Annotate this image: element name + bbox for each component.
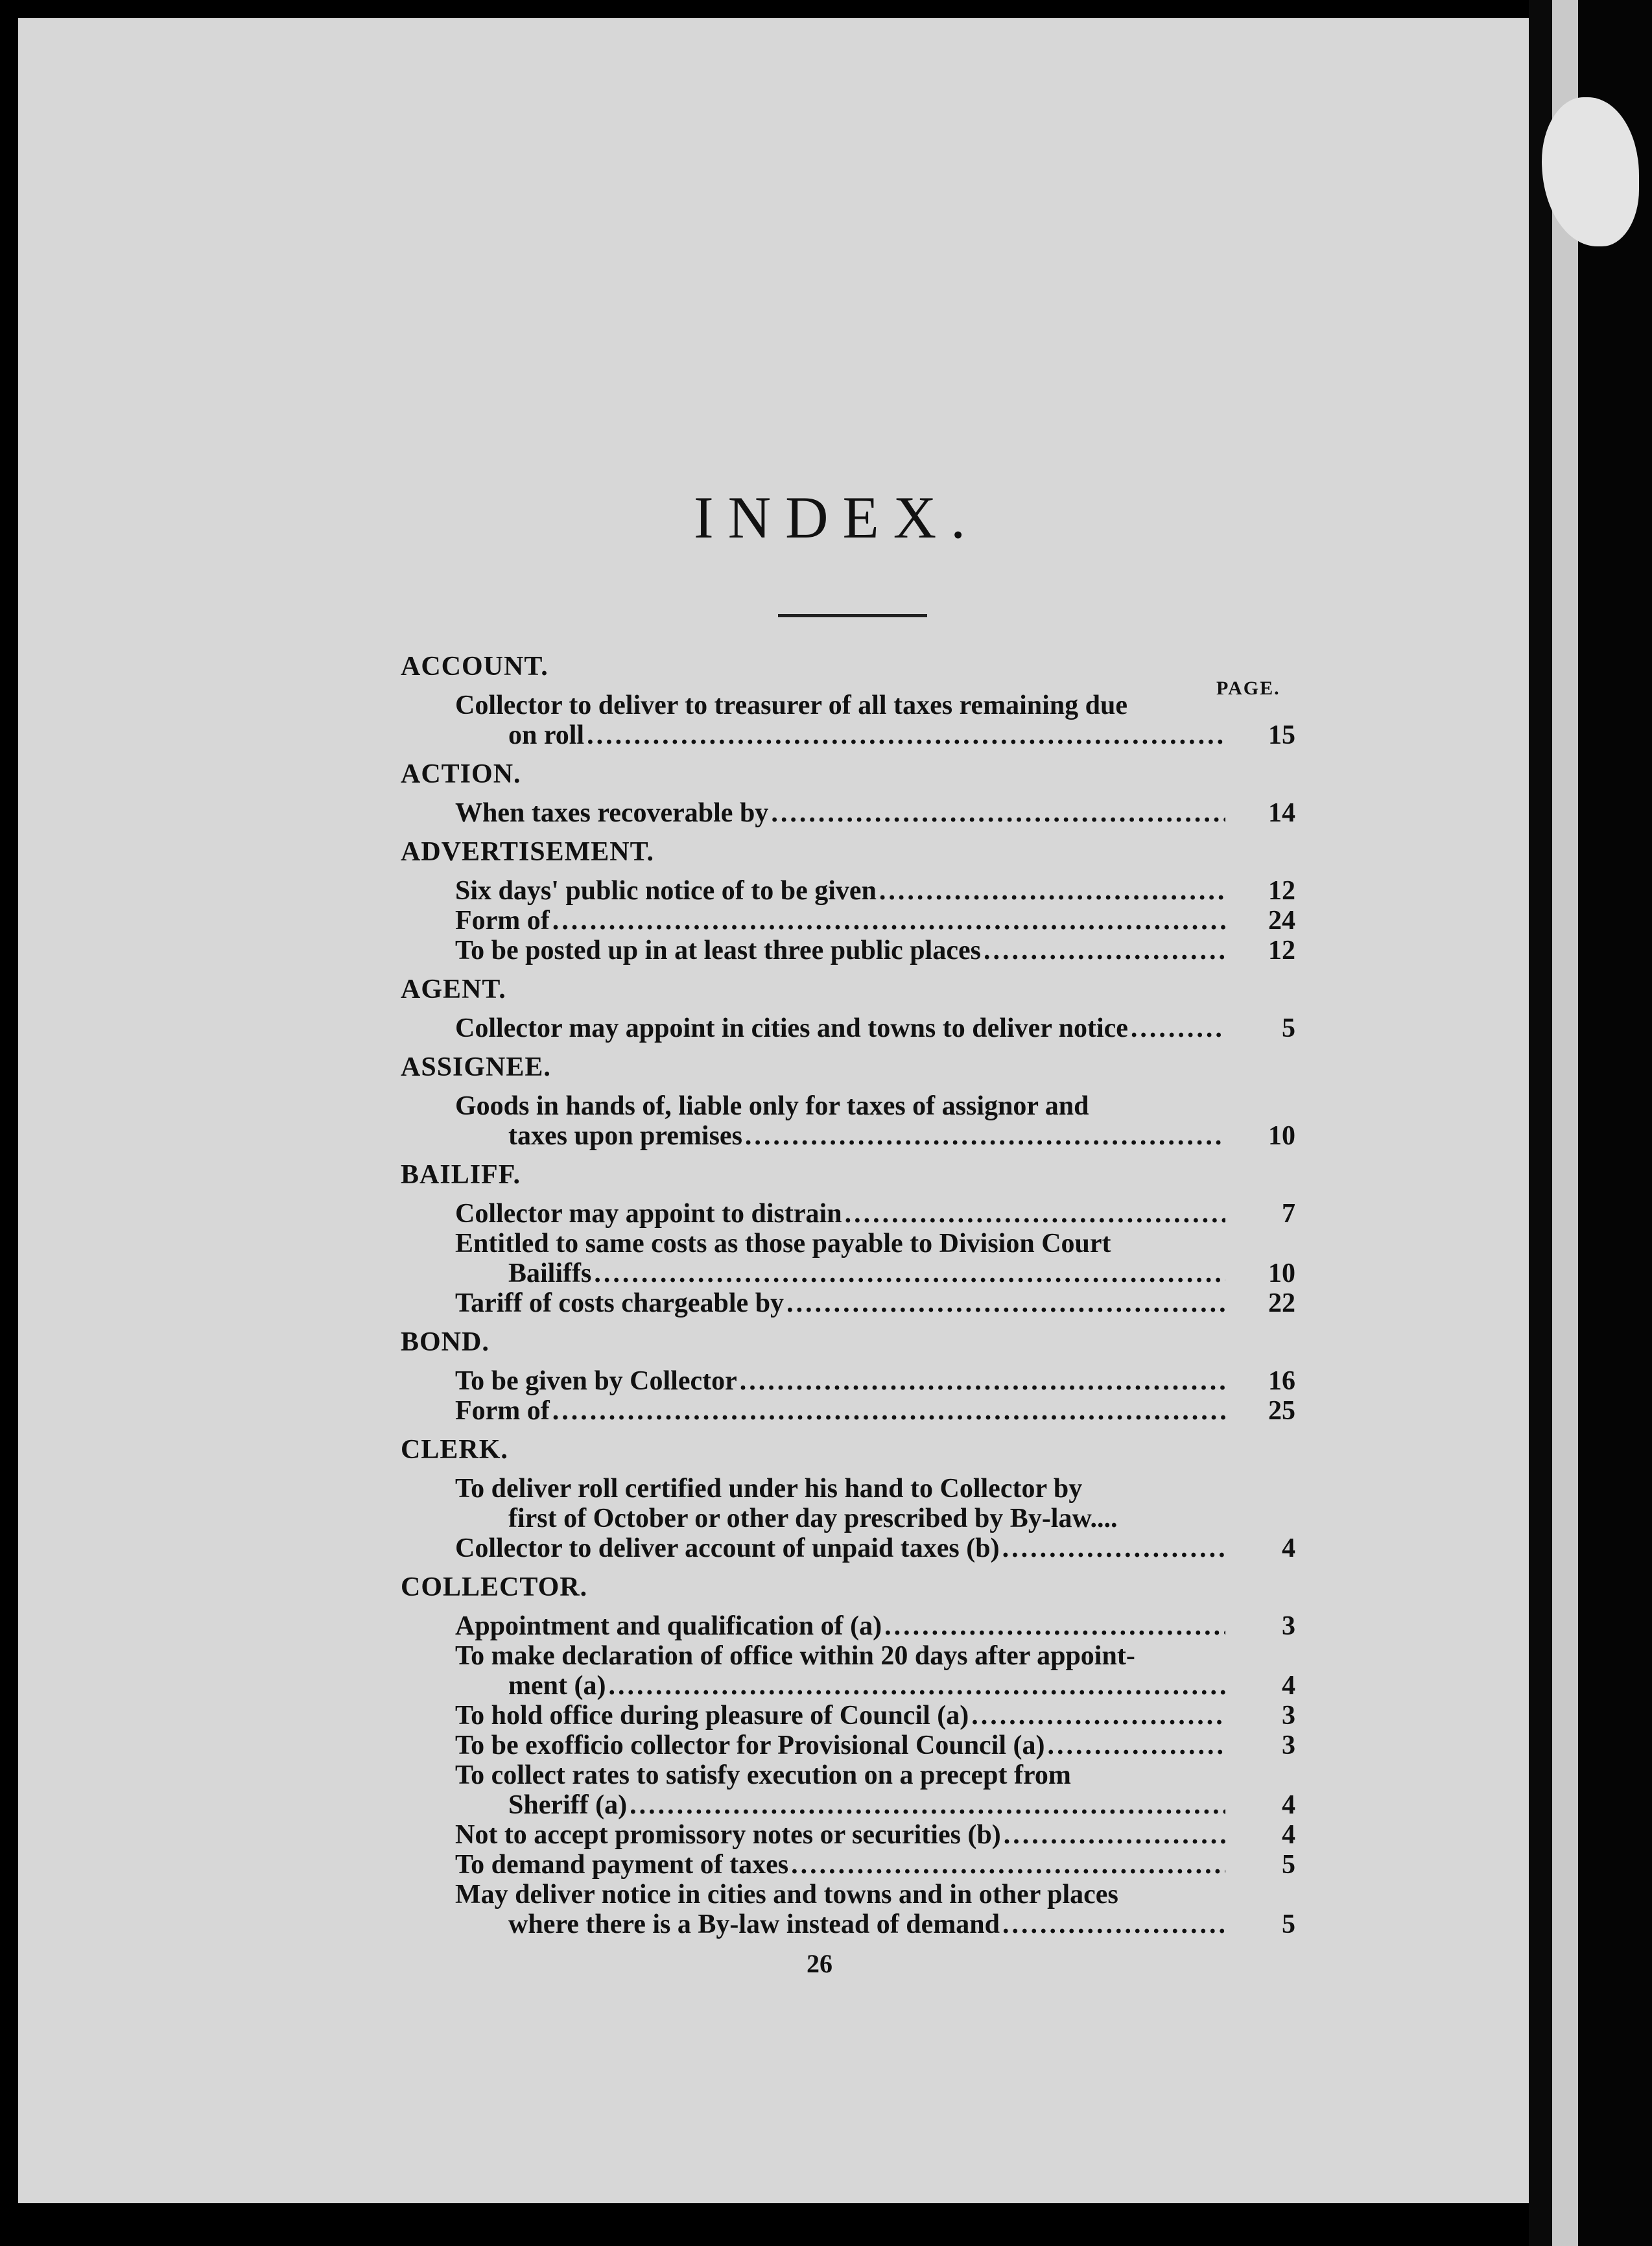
leader-dots (884, 1611, 1225, 1641)
index-entry-page: 24 (1268, 906, 1295, 936)
scan-border (1578, 0, 1652, 2246)
index-entry-text: To make declaration of office within 20 days after appoint- (455, 1641, 1135, 1671)
index-entry-text: To be exofficio collector for Provisional Council (a) (455, 1731, 1045, 1760)
index-entry-page: 5 (1282, 1909, 1295, 1939)
index-entry (455, 1288, 1295, 1318)
index-entry (455, 1366, 1295, 1396)
index-list (389, 652, 1297, 1948)
leader-dots (630, 1790, 1225, 1820)
index-entry-text: Appointment and qualification of (a) (455, 1611, 882, 1641)
index-heading: AGENT. (401, 975, 506, 1004)
index-entry-page: 10 (1268, 1259, 1295, 1288)
index-entry (455, 798, 1295, 828)
index-entry-text: Collector to deliver to treasurer of all taxes remaining due (455, 691, 1127, 720)
index-entry-text: Goods in hands of, liable only for taxes of assignor and (455, 1091, 1089, 1121)
leader-dots (1048, 1731, 1225, 1760)
index-heading: BAILIFF. (401, 1160, 521, 1190)
index-entry (455, 876, 1295, 906)
index-entry-page: 5 (1282, 1013, 1295, 1043)
index-entry-text: on roll (508, 720, 585, 750)
leader-dots (1002, 1533, 1225, 1563)
page-gutter-shadow (1529, 0, 1552, 2246)
index-entry (455, 936, 1295, 965)
index-entry-text: Collector may appoint to distrain (455, 1199, 842, 1229)
index-heading: CLERK. (401, 1435, 508, 1465)
index-entry-text: ment (a) (508, 1671, 606, 1701)
index-entry (455, 1611, 1295, 1641)
index-entry (455, 1533, 1295, 1563)
leader-dots (608, 1671, 1225, 1701)
index-entry-text: where there is a By-law instead of demand (508, 1909, 1000, 1939)
leader-dots (786, 1288, 1225, 1318)
index-entry (455, 1229, 1295, 1288)
index-entry-page: 7 (1282, 1199, 1295, 1229)
index-entry-page: 3 (1282, 1611, 1295, 1641)
index-heading: COLLECTOR. (401, 1572, 588, 1602)
index-entry-text: When taxes recoverable by (455, 798, 769, 828)
index-heading: ADVERTISEMENT. (401, 837, 654, 867)
index-entry (455, 1396, 1295, 1426)
index-entry-text: To be given by Collector (455, 1366, 737, 1396)
index-entry-text: taxes upon premises (508, 1121, 742, 1151)
page-title: INDEX. (694, 484, 980, 550)
index-entry (455, 1820, 1295, 1850)
leader-dots (771, 798, 1225, 828)
index-entry (455, 906, 1295, 936)
index-entry (455, 1199, 1295, 1229)
index-entry-page: 10 (1268, 1121, 1295, 1151)
leader-dots (745, 1121, 1225, 1151)
leader-dots (1004, 1820, 1225, 1850)
index-entry-text: To demand payment of taxes (455, 1850, 789, 1880)
index-entry-page: 25 (1268, 1396, 1295, 1426)
page-number: 26 (807, 1949, 832, 1978)
index-entry (455, 1731, 1295, 1760)
leader-dots (971, 1701, 1225, 1731)
index-heading: ASSIGNEE. (401, 1052, 551, 1082)
index-entry (455, 1760, 1295, 1820)
index-entry-page: 14 (1268, 798, 1295, 828)
index-entry-text: Not to accept promissory notes or securities (b) (455, 1820, 1001, 1850)
title-rule (778, 614, 927, 617)
leader-dots (1002, 1909, 1225, 1939)
index-entry-text: Collector may appoint in cities and towns to deliver notice (455, 1013, 1128, 1043)
index-heading: ACTION. (401, 759, 521, 789)
index-heading: BOND. (401, 1327, 490, 1357)
index-entry-text: To deliver roll certified under his hand to Collector by (455, 1474, 1083, 1504)
index-entry-text: Collector to deliver account of unpaid taxes (b) (455, 1533, 1000, 1563)
index-entry-text: Form of (455, 1396, 550, 1426)
index-entry-page: 4 (1282, 1671, 1295, 1701)
index-entry-page: 3 (1282, 1701, 1295, 1731)
index-entry (455, 1641, 1295, 1701)
leader-dots (552, 1396, 1225, 1426)
index-entry (455, 1013, 1295, 1043)
index-entry-text: Six days' public notice of to be given (455, 876, 877, 906)
index-entry-page: 15 (1268, 720, 1295, 750)
index-entry-page: 4 (1282, 1790, 1295, 1820)
index-entry-text: Bailiffs (508, 1259, 592, 1288)
index-entry (455, 1701, 1295, 1731)
leader-dots (845, 1199, 1225, 1229)
leader-dots (587, 720, 1225, 750)
index-entry-text: Form of (455, 906, 550, 936)
leader-dots (594, 1259, 1225, 1288)
index-entry (455, 1850, 1295, 1880)
index-entry-page: 4 (1282, 1533, 1295, 1563)
index-heading: ACCOUNT. (401, 652, 549, 681)
index-entry-page: 5 (1282, 1850, 1295, 1880)
index-entry-text: Tariff of costs chargeable by (455, 1288, 785, 1318)
page-column-label: PAGE. (1216, 678, 1280, 699)
index-entry (455, 691, 1295, 750)
index-entry-text: To collect rates to satisfy execution on a precept from (455, 1760, 1071, 1790)
index-entry-text: May deliver notice in cities and towns and in other places (455, 1880, 1118, 1909)
index-entry-page: 4 (1282, 1820, 1295, 1850)
index-entry (455, 1091, 1295, 1151)
index-entry-text: To be posted up in at least three public places (455, 936, 981, 965)
leader-dots (740, 1366, 1225, 1396)
leader-dots (552, 906, 1225, 936)
index-entry-page: 3 (1282, 1731, 1295, 1760)
index-entry-text: Sheriff (a) (508, 1790, 628, 1820)
index-entry-page: 22 (1268, 1288, 1295, 1318)
index-entry-page: 16 (1268, 1366, 1295, 1396)
index-entry (455, 1474, 1295, 1533)
next-page-edge (1552, 0, 1578, 2246)
leader-dots (1131, 1013, 1225, 1043)
leader-dots (984, 936, 1225, 965)
leader-dots (879, 876, 1225, 906)
leader-dots (791, 1850, 1225, 1880)
index-entry-text: Entitled to same costs as those payable to Division Court (455, 1229, 1111, 1259)
index-entry-page: 12 (1268, 876, 1295, 906)
index-entry (455, 1880, 1295, 1939)
index-entry-text: To hold office during pleasure of Council (a) (455, 1701, 969, 1731)
index-entry-text: first of October or other day prescribed by By-law.... (508, 1504, 1118, 1533)
index-entry-page: 12 (1268, 936, 1295, 965)
